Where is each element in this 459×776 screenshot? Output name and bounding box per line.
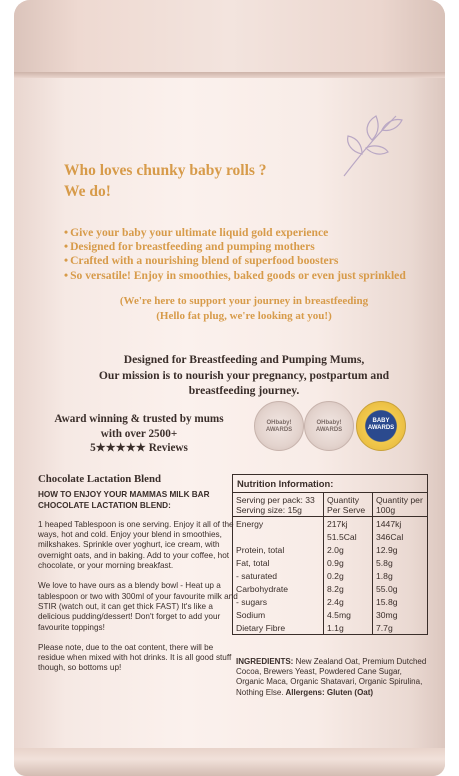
- nutrient-name: Dietary Fibre: [236, 622, 286, 633]
- nutrient-name: Protein, total: [236, 544, 285, 555]
- nutrient-name: - saturated: [236, 570, 278, 581]
- table-row: [233, 556, 427, 569]
- seal-line-2: AWARDS: [265, 427, 293, 433]
- support-line-2: (Hello fat plug, we're looking at you!): [156, 309, 332, 322]
- usage-paragraph: 1 heaped Tablespoon is one serving. Enjoy it all of the ways, hot and cold. Enjoy your blend in smoothies, milkshakes. Sprinkle over yoghurt, ice cream, with overnight oats, and in baking. Add to your coffee, hot chocolate, or your morning breakfast.: [38, 519, 234, 571]
- headline-line-1: Who loves chunky baby rolls ?: [64, 162, 267, 179]
- award-seal-icon: [304, 401, 354, 451]
- nutrient-serve: 4.5mg: [324, 608, 373, 621]
- support-line-1: (We're here to support your journey in breastfeeding: [119, 295, 369, 307]
- nutrient-per100: 5.8g: [373, 556, 428, 569]
- can-bottom-rim: [14, 748, 445, 776]
- nutrient-serve: 1.1g: [324, 621, 373, 634]
- ingredients-text: [236, 657, 428, 698]
- column-header-serve: Quantity Per Serve: [324, 493, 373, 517]
- nutrient-per100: 12.9g: [373, 543, 428, 556]
- seal-line-1: OHbaby!: [266, 420, 292, 426]
- nutrition-panel: [232, 474, 428, 635]
- award-seal-icon: [356, 401, 406, 451]
- nutrient-serve: 2.4g: [324, 595, 373, 608]
- benefit-item: • Give your baby your ultimate liquid gold experience: [64, 226, 424, 240]
- leaf-sprig-icon: [336, 110, 406, 180]
- benefit-item: • So versatile! Enjoy in smoothies, baked goods or even just sprinkled: [64, 269, 424, 283]
- table-row: [233, 608, 427, 621]
- benefit-list: [64, 226, 424, 283]
- benefit-item: • Crafted with a nourishing blend of superfood boosters: [64, 254, 424, 268]
- benefit-item: • Designed for breastfeeding and pumping mothers: [64, 240, 424, 254]
- award-line-1: Award winning & trusted by mums: [54, 413, 224, 425]
- table-row: [233, 530, 427, 543]
- usage-heading: HOW TO ENJOY YOUR MAMMAS MILK BAR CHOCOLATE LACTATION BLEND:: [38, 490, 210, 510]
- award-seal-icon: [254, 401, 304, 451]
- nutrient-serve: 8.2g: [324, 582, 373, 595]
- allergens-text: Allergens: Gluten (Oat): [283, 687, 374, 697]
- nutrient-serve: 51.5Cal: [324, 530, 373, 543]
- nutrient-per100: 7.7g: [373, 621, 428, 634]
- ingredients-label: INGREDIENTS:: [236, 657, 294, 666]
- nutrient-per100: 55.0g: [373, 582, 428, 595]
- nutrient-name: [233, 530, 324, 543]
- nutrient-name: Sodium: [236, 609, 266, 620]
- nutrient-per100: 1.8g: [373, 569, 428, 582]
- nutrient-serve: 0.2g: [324, 569, 373, 582]
- award-line-3: 5★★★★★ Reviews: [90, 442, 188, 454]
- table-row: [233, 595, 427, 608]
- seal-line-1: BABY: [372, 418, 390, 424]
- support-text: [74, 294, 414, 323]
- product-name: Chocolate Lactation Blend: [38, 473, 161, 485]
- table-row: [233, 582, 427, 595]
- award-text: [54, 412, 224, 456]
- mission-line-1: Designed for Breastfeeding and Pumping Mums,: [123, 353, 365, 366]
- nutrient-serve: 217kj: [324, 517, 373, 531]
- mission-statement: [74, 352, 414, 399]
- table-row: [233, 621, 427, 634]
- mission-line-3: breastfeeding journey.: [188, 384, 300, 397]
- award-line-2: with over 2500+: [100, 427, 178, 440]
- seal-line-1: OHbaby!: [316, 420, 342, 426]
- nutrient-per100: 1447kj: [373, 517, 428, 531]
- ingredients-list: New Zealand Oat, Premium Dutched Cocoa, Brewers Yeast, Powdered Cane Sugar, Organic Maca, Organic Shatavari, Organic Spirulina, Nothing Else.: [236, 657, 427, 697]
- nutrition-title: Nutrition Information:: [233, 475, 427, 493]
- table-row: [233, 543, 427, 556]
- table-row: [233, 517, 427, 531]
- headline: [64, 160, 324, 202]
- serving-per-pack: Serving per pack: 33: [236, 494, 315, 505]
- usage-paragraph: We love to have ours as a blendy bowl - Heat up a tablespoon or two with 300ml of your favourite milk and STIR (watch out, it can get thick FAST) It's like a delicious pudding/dessert! Don't forget to add your favourite toppings!: [38, 581, 238, 632]
- nutrition-table: [233, 493, 427, 634]
- usage-paragraph: Please note, due to the oat content, there will be residue when mixed with hot drinks. It is all good stuff though, so bottoms up!: [38, 642, 232, 673]
- nutrient-serve: 2.0g: [324, 543, 373, 556]
- column-header-100g: Quantity per 100g: [373, 493, 428, 517]
- nutrient-per100: 30mg: [373, 608, 428, 621]
- usage-instructions: [38, 474, 238, 684]
- nutrient-name: - sugars: [236, 596, 268, 607]
- seal-line-2: AWARDS: [367, 425, 395, 431]
- can-lid: [14, 0, 445, 78]
- nutrient-name: Carbohydrate: [236, 583, 289, 594]
- nutrient-serve: 0.9g: [324, 556, 373, 569]
- nutrient-per100: 15.8g: [373, 595, 428, 608]
- mission-line-2: Our mission is to nourish your pregnancy, postpartum and: [98, 368, 390, 382]
- can-lid-edge: [14, 72, 445, 78]
- headline-line-2: We do!: [64, 183, 111, 200]
- nutrient-name: Fat, total: [236, 557, 270, 568]
- nutrient-per100: 346Cal: [373, 530, 428, 543]
- table-row: [233, 569, 427, 582]
- seal-line-2: AWARDS: [315, 427, 343, 433]
- serving-size: Serving size: 15g: [236, 504, 302, 515]
- product-can: [14, 0, 445, 776]
- nutrient-name: Energy: [236, 518, 264, 529]
